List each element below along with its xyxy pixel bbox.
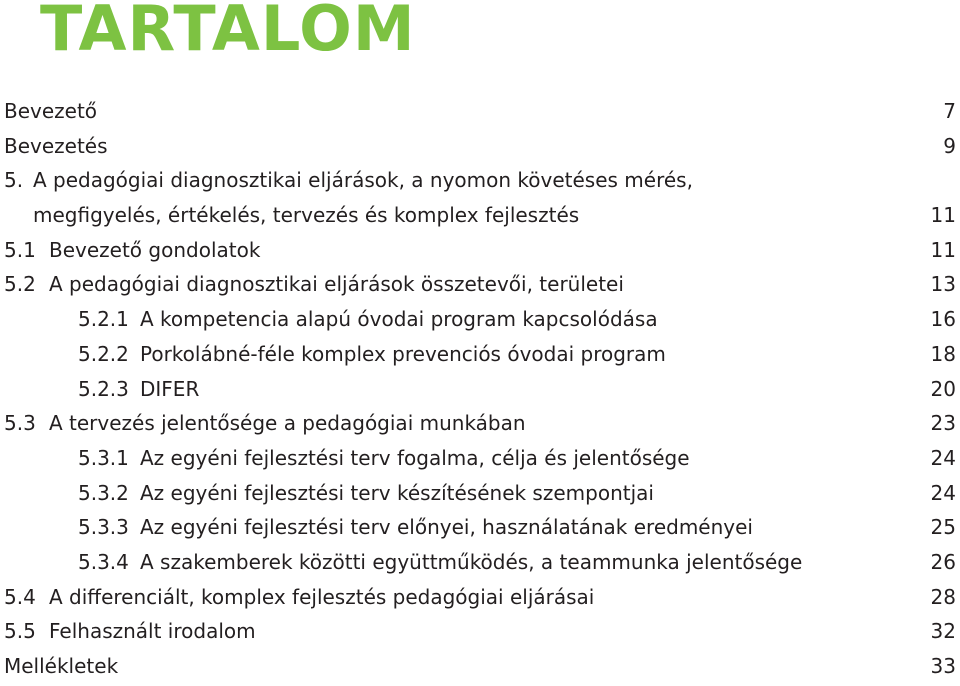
toc-entry-title: Bevezető gondolatok [49, 237, 261, 262]
toc-section-number: 5.2.1 [78, 307, 129, 332]
toc-page-number: 11 [930, 203, 956, 228]
toc-page-number: 32 [930, 619, 956, 644]
toc-entry-title-continued: megfigyelés, értékelés, tervezés és komplex fejlesztés [33, 203, 580, 228]
toc-entry-5-3-2[interactable] [0, 476, 960, 511]
toc-page-number: 13 [930, 272, 956, 297]
toc-entry-5-4[interactable] [0, 580, 960, 615]
toc-page-number: 26 [930, 549, 956, 574]
toc-page-number: 18 [930, 341, 956, 366]
toc-entry-5-2-1[interactable] [0, 302, 960, 337]
toc-entry-title: A kompetencia alapú óvodai program kapcsolódása [140, 307, 658, 332]
toc-entry-title: A differenciált, komplex fejlesztés pedagógiai eljárásai [49, 584, 595, 609]
toc-entry-5-3-3[interactable] [0, 510, 960, 545]
toc-section-number: 5.3 [4, 411, 36, 436]
toc-entry-title: Az egyéni fejlesztési terv előnyei, használatának eredményei [140, 515, 753, 540]
toc-entry-title: Porkolábné-féle komplex prevenciós óvodai program [140, 341, 666, 366]
toc-section-number: 5. [4, 168, 24, 193]
toc-page-number: 20 [930, 376, 956, 401]
toc-page-number: 23 [930, 411, 956, 436]
toc-entry-5-2-2[interactable] [0, 337, 960, 372]
toc-entry-title: A pedagógiai diagnosztikai eljárások összetevői, területei [49, 272, 624, 297]
toc-entry-bevezeto[interactable] [0, 94, 960, 129]
toc-entry-5-2[interactable] [0, 267, 960, 302]
toc-page-number: 33 [930, 654, 956, 678]
toc-entry-title: DIFER [140, 376, 200, 401]
toc-entry-5[interactable] [0, 163, 960, 232]
page-title: TARTALOM [40, 0, 416, 65]
toc-page-number: 11 [930, 237, 956, 262]
toc-section-number: 5.3.3 [78, 515, 129, 540]
toc-entry-title: Mellékletek [4, 654, 119, 679]
toc-entry-5-3-1[interactable] [0, 441, 960, 476]
toc-section-number: 5.2 [4, 272, 36, 297]
toc-entry-title: Az egyéni fejlesztési terv fogalma, célja és jelentősége [140, 445, 690, 470]
toc-section-number: 5.2.2 [78, 341, 129, 366]
toc-entry-title: Bevezető [4, 99, 98, 123]
toc-entry-bevezetes[interactable] [0, 129, 960, 164]
toc-section-number: 5.3.2 [78, 480, 129, 505]
toc-entry-5-5[interactable] [0, 614, 960, 649]
toc-entry-mellekletek[interactable] [0, 649, 960, 684]
toc-entry-5-3[interactable] [0, 406, 960, 441]
toc-entry-title: A tervezés jelentősége a pedagógiai munkában [49, 411, 526, 436]
table-of-contents [0, 94, 960, 684]
toc-entry-title: Felhasznált irodalom [49, 619, 256, 644]
toc-page-number: 9 [943, 133, 956, 158]
toc-entry-title: A szakemberek közötti együttműködés, a teammunka jelentősége [140, 549, 803, 574]
toc-section-number: 5.2.3 [78, 376, 129, 401]
toc-page-number: 24 [930, 445, 956, 470]
toc-section-number: 5.3.1 [78, 445, 129, 470]
toc-section-number: 5.4 [4, 584, 36, 609]
toc-entry-title: A pedagógiai diagnosztikai eljárások, a nyomon követéses mérés, [33, 168, 693, 193]
toc-section-number: 5.1 [4, 237, 36, 262]
toc-page-number: 28 [930, 584, 956, 609]
toc-entry-title: Az egyéni fejlesztési terv készítésének szempontjai [140, 480, 654, 505]
toc-section-number: 5.3.4 [78, 549, 129, 574]
toc-entry-5-3-4[interactable] [0, 545, 960, 580]
toc-page-number: 24 [930, 480, 956, 505]
toc-page-number: 25 [930, 515, 956, 540]
toc-page-number: 7 [943, 98, 956, 123]
toc-page-number: 16 [930, 307, 956, 332]
toc-section-number: 5.5 [4, 619, 36, 644]
toc-entry-5-1[interactable] [0, 233, 960, 268]
toc-entry-5-2-3[interactable] [0, 372, 960, 407]
toc-entry-title: Bevezetés [4, 133, 108, 158]
